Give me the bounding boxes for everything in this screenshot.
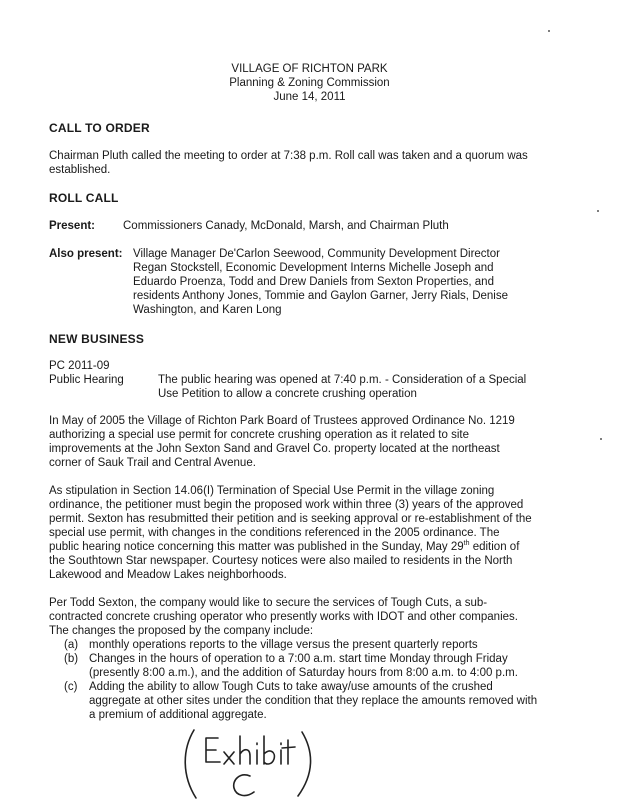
para2-line: permit. Sexton has resubmitted their petition and is seeking approval or re-establishment of the [49, 513, 532, 525]
list-marker: (a) [64, 639, 79, 651]
org-name: VILLAGE OF RICHTON PARK [231, 63, 388, 75]
para2-line: As stipulation in Section 14.06(I) Termination of Special Use Permit in the village zoning [49, 485, 495, 497]
para2-line: Lakewood and Meadow Lakes neighborhoods. [49, 569, 287, 581]
also-present-line: Eduardo Proenza, Todd and Drew Daniels from Sexton Properties, and [133, 276, 494, 288]
para2-line: ordinance, the petitioner must begin the proposed work within three (3) years of the approved [49, 499, 524, 511]
call-to-order-line: established. [49, 164, 111, 176]
para2-publication-text: public hearing notice concerning this matter was published in the Sunday, May 29 [49, 541, 464, 553]
also-present-line: Washington, and Karen Long [133, 304, 282, 316]
meeting-date: June 14, 2011 [273, 91, 346, 103]
list-item-line: monthly operations reports to the village versus the present quarterly reports [89, 639, 478, 651]
scan-speck [600, 438, 602, 440]
para2-line: special use permit, with changes in the conditions referenced in the 2005 ordinance. The [49, 527, 500, 539]
para2-publication-line [49, 540, 519, 555]
para3-line: Per Todd Sexton, the company would like to secure the services of Tough Cuts, a sub- [49, 597, 488, 609]
also-present-line: Regan Stockstell, Economic Development Interns Michelle Joseph and [133, 262, 494, 274]
list-marker: (b) [64, 653, 79, 665]
list-item-line: aggregate at other sites under the condition that they replace the amounts removed with [89, 695, 538, 707]
call-to-order-heading: CALL TO ORDER [49, 121, 150, 135]
ordinal-suffix: th [463, 540, 470, 548]
list-item-line: Changes in the hours of operation to a 7:00 a.m. start time Monday through Friday [89, 653, 508, 665]
list-item-line: Adding the ability to allow Tough Cuts to take away/use amounts of the crushed [89, 681, 493, 693]
list-item-line: a premium of additional aggregate. [89, 709, 267, 721]
case-number: PC 2011-09 [49, 360, 110, 372]
public-hearing-line: The public hearing was opened at 7:40 p.m. - Consideration of a Special [158, 374, 527, 386]
call-to-order-line: Chairman Pluth called the meeting to order at 7:38 p.m. Roll call was taken and a quorum was [49, 150, 528, 162]
present-label: Present: [49, 220, 96, 232]
roll-call-heading: ROLL CALL [49, 191, 119, 205]
public-hearing-line: Use Petition to allow a concrete crushing operation [158, 388, 417, 400]
para1-line: In May of 2005 the Village of Richton Park Board of Trustees approved Ordinance No. 1219 [49, 415, 515, 427]
commission-name: Planning & Zoning Commission [229, 77, 390, 89]
para2-publication-text-end: edition of [469, 541, 520, 553]
para3-line: The changes the proposed by the company include: [49, 625, 314, 637]
para3-line: contracted concrete crushing operator who presently works with IDOT and other companies. [49, 611, 518, 623]
list-item-line: (presently 8:00 a.m.), and the addition of Saturday hours from 8:00 a.m. to 4:00 p.m. [89, 667, 518, 679]
new-business-heading: NEW BUSINESS [49, 332, 145, 346]
para1-line: corner of Sauk Trail and Central Avenue. [49, 457, 256, 469]
scan-speck [548, 30, 550, 32]
scan-speck [597, 210, 599, 212]
para1-line: improvements at the John Sexton Sand and Gravel Co. property located at the northeast [49, 443, 500, 455]
para2-line: the Southtown Star newspaper. Courtesy notices were also mailed to residents in the North [49, 555, 513, 567]
para1-line: authorizing a special use permit for concrete crushing operation as it related to site [49, 429, 469, 441]
also-present-label: Also present: [49, 248, 123, 260]
handwritten-exhibit-c [178, 724, 318, 800]
public-hearing-label: Public Hearing [49, 374, 124, 386]
list-marker: (c) [64, 681, 78, 693]
also-present-line: residents Anthony Jones, Tommie and Gaylon Garner, Jerry Rials, Denise [133, 290, 508, 302]
present-text: Commissioners Canady, McDonald, Marsh, and Chairman Pluth [123, 220, 449, 232]
also-present-line: Village Manager De'Carlon Seewood, Community Development Director [133, 248, 500, 260]
